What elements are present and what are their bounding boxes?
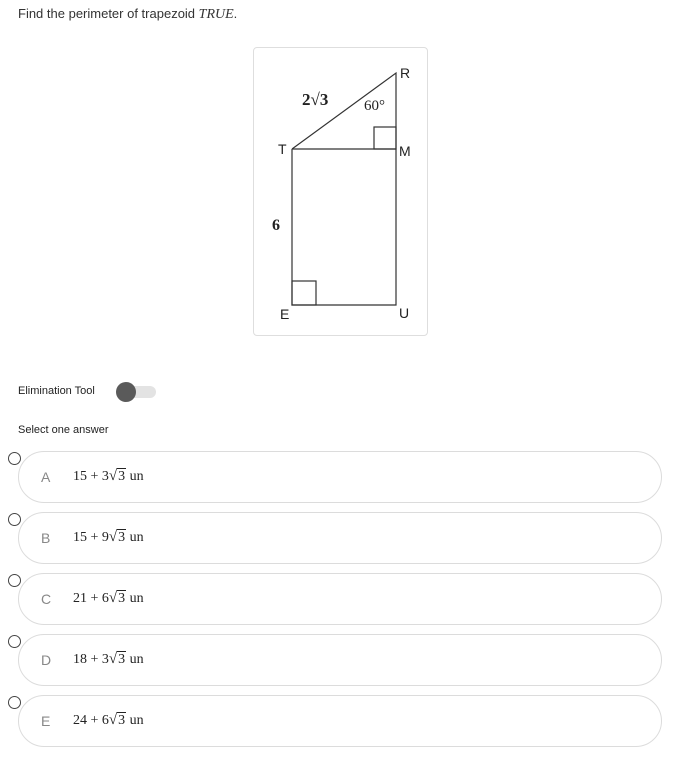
- option-letter: D: [41, 652, 52, 668]
- option-letter: E: [41, 713, 51, 729]
- vertex-e: E: [280, 306, 290, 322]
- answer-option-e[interactable]: [18, 695, 662, 747]
- radicand: 3: [118, 713, 126, 728]
- elimination-tool-label: Elimination Tool: [18, 385, 95, 397]
- elimination-tool-toggle[interactable]: [116, 382, 156, 402]
- option-coefficient: 21 + 6: [73, 591, 109, 606]
- sqrt: √3: [108, 468, 126, 484]
- option-unit: un: [126, 591, 144, 606]
- option-unit: un: [126, 469, 144, 484]
- option-value: [73, 651, 144, 668]
- option-coefficient: 24 + 6: [73, 713, 109, 728]
- vertex-r: R: [400, 65, 411, 81]
- radicand: 3: [118, 530, 126, 545]
- sqrt: √3: [108, 651, 126, 667]
- option-letter: C: [41, 591, 52, 607]
- vertex-m: M: [399, 143, 411, 159]
- option-value: [73, 468, 144, 485]
- trapezoid-name: TRUE: [198, 7, 234, 22]
- option-value: [73, 590, 144, 607]
- side-te-label: 6: [272, 217, 280, 234]
- toggle-knob: [116, 382, 136, 402]
- vertex-u: U: [399, 305, 410, 321]
- radio-button[interactable]: [8, 635, 21, 648]
- option-value: [73, 529, 144, 546]
- figure-card: [253, 47, 428, 336]
- sqrt: √3: [108, 590, 126, 606]
- right-angle-e: [292, 281, 316, 305]
- answer-option-a[interactable]: [18, 451, 662, 503]
- option-coefficient: 15 + 3: [73, 469, 109, 484]
- option-letter: A: [41, 469, 51, 485]
- option-unit: un: [126, 713, 144, 728]
- option-unit: un: [126, 530, 144, 545]
- radio-button[interactable]: [8, 513, 21, 526]
- select-one-label: Select one answer: [18, 424, 109, 436]
- radio-button[interactable]: [8, 574, 21, 587]
- trapezoid-diagram: [254, 48, 427, 335]
- radio-button[interactable]: [8, 696, 21, 709]
- option-unit: un: [126, 652, 144, 667]
- answer-option-d[interactable]: [18, 634, 662, 686]
- option-value: [73, 712, 144, 729]
- option-coefficient: 18 + 3: [73, 652, 109, 667]
- side-tr-label: 2√3: [302, 90, 329, 109]
- sqrt: √3: [108, 712, 126, 728]
- right-angle-m: [374, 127, 396, 149]
- radicand: 3: [118, 652, 126, 667]
- question-text: [18, 6, 237, 23]
- question-suffix: .: [233, 6, 238, 21]
- radio-button[interactable]: [8, 452, 21, 465]
- vertex-t: T: [278, 141, 287, 157]
- sqrt: √3: [108, 529, 126, 545]
- answer-option-c[interactable]: [18, 573, 662, 625]
- option-coefficient: 15 + 9: [73, 530, 109, 545]
- angle-r-label: 60°: [364, 98, 385, 114]
- question-prefix: Find the perimeter of trapezoid: [18, 6, 199, 21]
- radicand: 3: [118, 469, 126, 484]
- radicand: 3: [118, 591, 126, 606]
- option-letter: B: [41, 530, 51, 546]
- answer-option-b[interactable]: [18, 512, 662, 564]
